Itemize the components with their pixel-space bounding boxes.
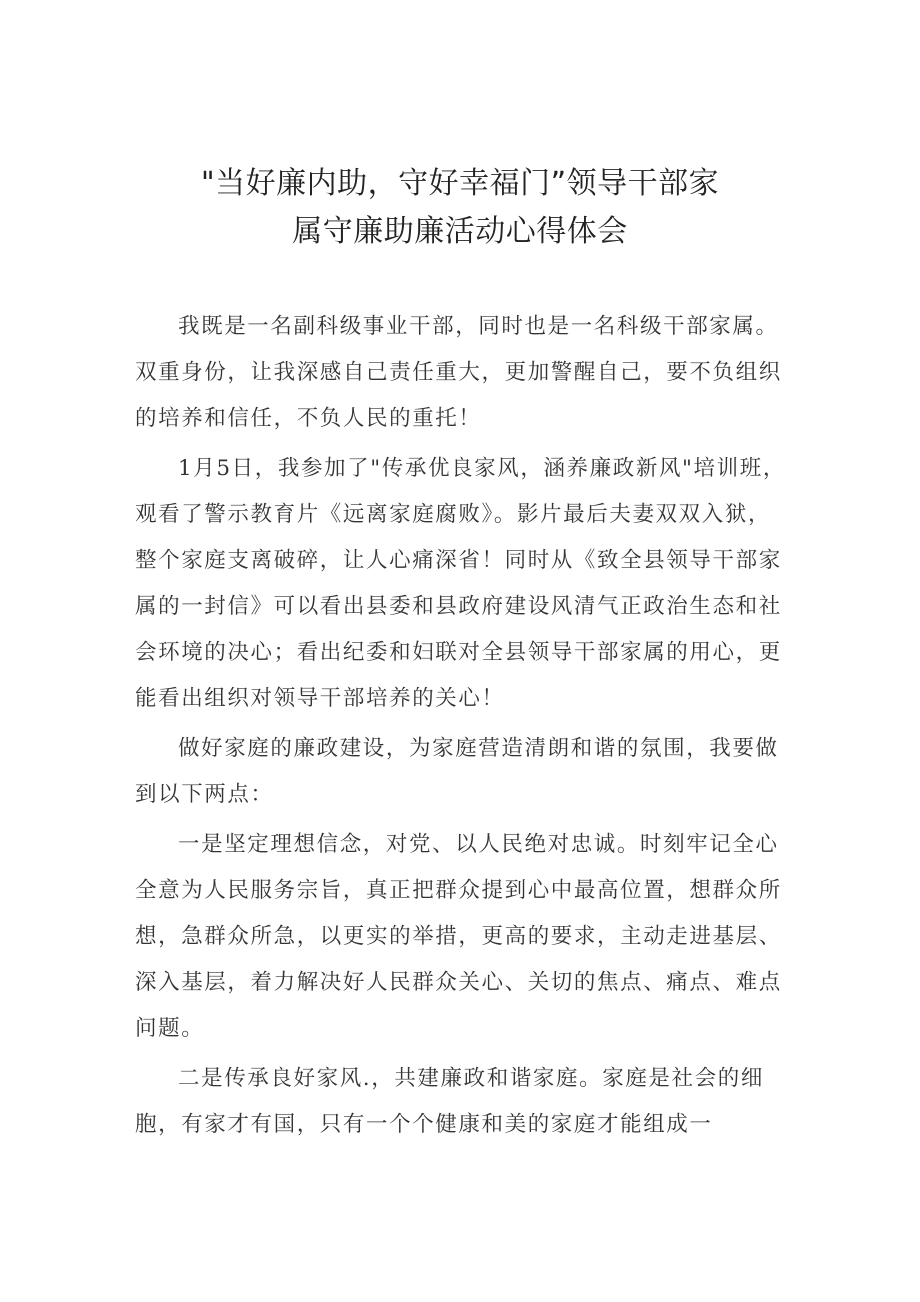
paragraph-4: 一是坚定理想信念，对党、以人民绝对忠诚。时刻牢记全心全意为人民服务宗旨，真正把群众提到心中最高位置，想群众所想，急群众所急，以更实的举措，更高的要求，主动走进基层、深入基层，着力解决好人民群众关心、关切的焦点、痛点、难点问题。 [135, 832, 782, 1041]
title-line-1: "当好廉内助，守好幸福门”领导干部家 [200, 166, 720, 201]
document-title [120, 160, 800, 256]
paragraph-2: 1月5日，我参加了"传承优良家风，涵养廉政新风"培训班，观看了警示教育片《远离家庭腐败》。影片最后夫妻双双入狱，整个家庭支离破碎，让人心痛深省！同时从《致全县领导干部家属的一封信》可以看出县委和县政府建设风清气正政治生态和社会环境的决心；看出纪委和妇联对全县领导干部家属的用心，更能看出组织对领导干部培养的关心！ [135, 456, 786, 711]
paragraph-1: 我既是一名副科级事业干部，同时也是一名科级干部家属。双重身份，让我深感自己责任重大，更加警醒自己，要不负组织的培养和信任，不负人民的重托！ [135, 314, 782, 431]
paragraph-5: 二是传承良好家风.，共建廉政和谐家庭。家庭是社会的细胞，有家才有国，只有一个个健康和美的家庭才能组成一 [135, 1066, 764, 1137]
paragraph-3: 做好家庭的廉政建设，为家庭营造清朗和谐的氛围，我要做到以下两点： [135, 736, 779, 807]
title-line-2: 属守廉助廉活动心得体会 [292, 214, 628, 249]
document-body [135, 304, 787, 1152]
